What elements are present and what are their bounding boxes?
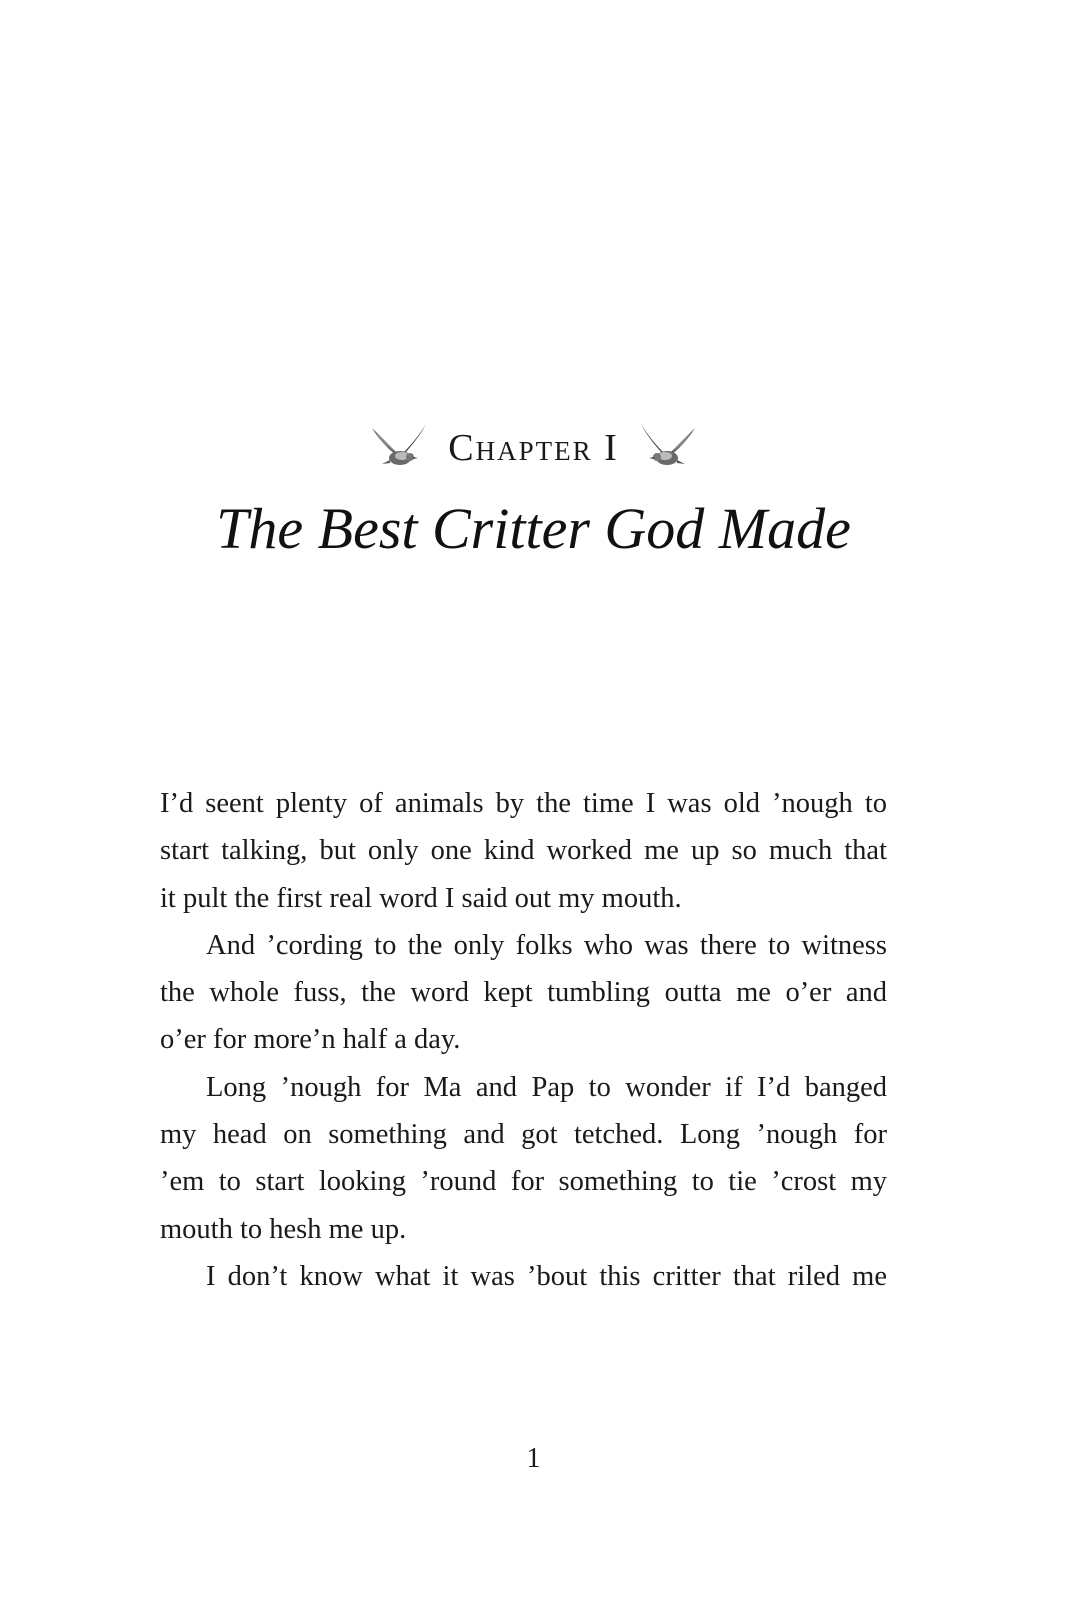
chapter-label: Chapter I: [448, 427, 619, 469]
chapter-heading: [0, 418, 1067, 478]
chapter-title: The Best Critter God Made: [216, 496, 851, 561]
text-line: o’er for more’n half a day.: [160, 1024, 461, 1056]
page-number: 1: [526, 1443, 541, 1474]
text-line: I don’t know what it was ’bout this critter that riled me: [206, 1260, 887, 1292]
bird-icon: [368, 422, 430, 474]
text-line: it pult the first real word I said out my mouth.: [160, 882, 682, 914]
text-line: I’d seent plenty of animals by the time I was old ’nough to: [160, 788, 887, 819]
body-text: [160, 780, 887, 1300]
bird-icon: [637, 422, 699, 474]
text-line: mouth to hesh me up.: [160, 1213, 407, 1245]
text-line: And ’cording to the only folks who was there to witness: [206, 929, 887, 961]
text-line: Long ’nough for Ma and Pap to wonder if I’d banged: [206, 1071, 887, 1103]
text-line: the whole fuss, the word kept tumbling outta me o’er and: [160, 977, 887, 1009]
text-line: start talking, but only one kind worked me up so much that: [160, 835, 887, 867]
text-line: my head on something and got tetched. Long ’nough for: [160, 1119, 887, 1151]
text-line: ’em to start looking ’round for something to tie ’crost my: [160, 1166, 887, 1198]
